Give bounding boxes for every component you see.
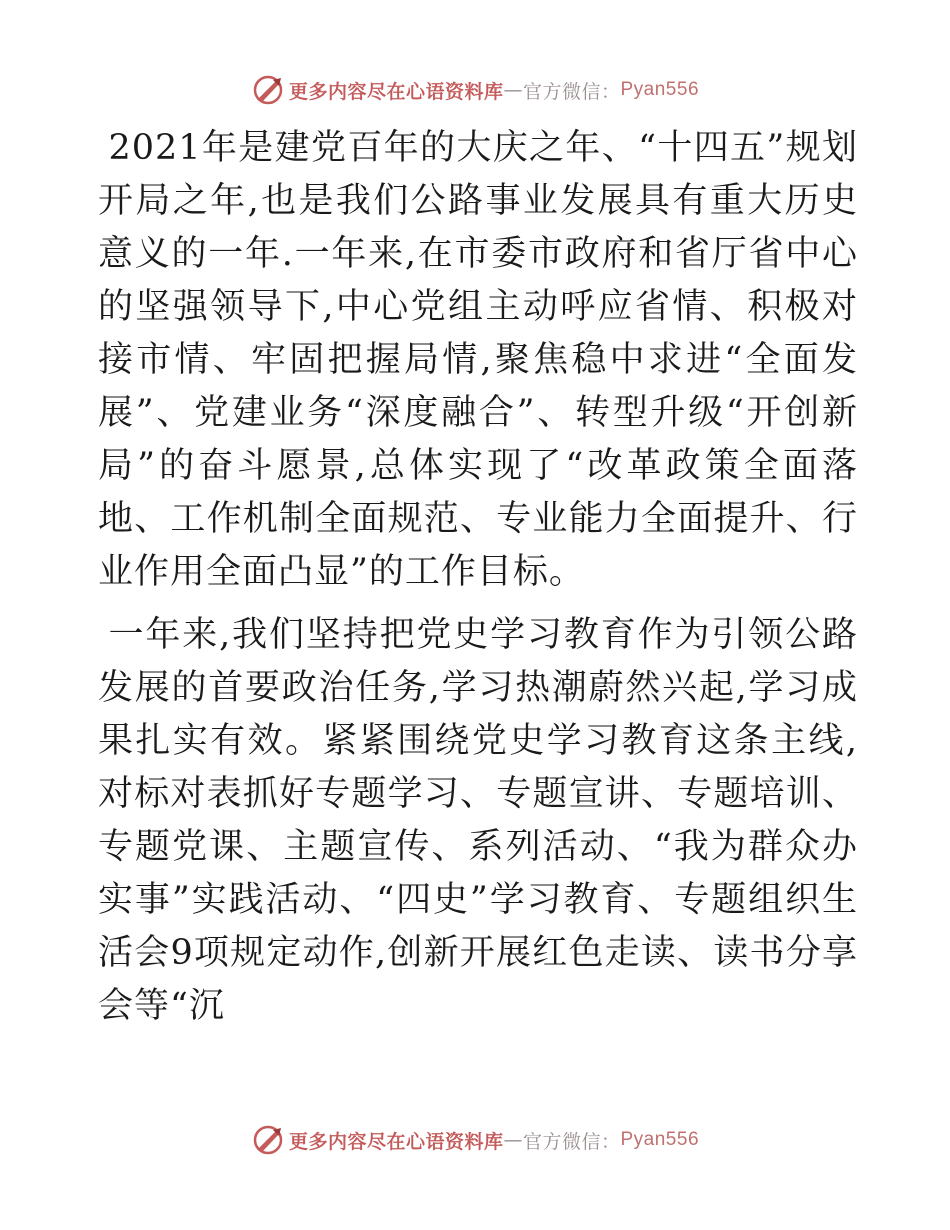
paragraph-2: 一年来,我们坚持把党史学习教育作为引领公路发展的首要政治任务,学习热潮蔚然兴起,学习成果扎实有效。紧紧围绕党史学习教育这条主线,对标对表抓好专题学习、专题宣讲、专题培训、专题党课、主题宣传、系列活动、“我为群众办实事”实践活动、“四史”学习教育、专题组织生活会9项规定动作,创新开展红色走读、读书分享会等“沉 (98, 615, 858, 1026)
watermark-brand-text: 更多内容尽在心语资料库 (288, 80, 504, 103)
paragraph-1: 2021年是建党百年的大庆之年、“十四五”规划开局之年,也是我们公路事业发展具有重大历史意义的一年.一年来,在市委市政府和省厅省中心的坚强领导下,中心党组主动呼应省情、积极对接市情、牢固把握局情,聚焦稳中求进“全面发展”、党建业务“深度融合”、转型升级“开创新局”的奋斗愿景,总体实现了“改革政策全面落地、工作机制全面规范、专业能力全面提升、行业作用全面凸显”的工作目标。 (98, 128, 858, 592)
pen-circle-logo-icon (251, 73, 285, 107)
watermark-wechat-label: 官方微信： (522, 80, 621, 103)
watermark-dash: — (503, 79, 523, 101)
pen-circle-logo-icon (251, 1123, 285, 1157)
watermark-dash: — (503, 1129, 523, 1151)
watermark-wechat-id: Pyan556 (620, 79, 700, 100)
watermark-wechat-id: Pyan556 (620, 1129, 700, 1150)
footer-watermark (0, 1120, 950, 1160)
document-body (98, 122, 858, 1043)
watermark-brand-text: 更多内容尽在心语资料库 (288, 1130, 504, 1153)
header-watermark (0, 70, 950, 110)
watermark-wechat-label: 官方微信： (522, 1130, 621, 1153)
